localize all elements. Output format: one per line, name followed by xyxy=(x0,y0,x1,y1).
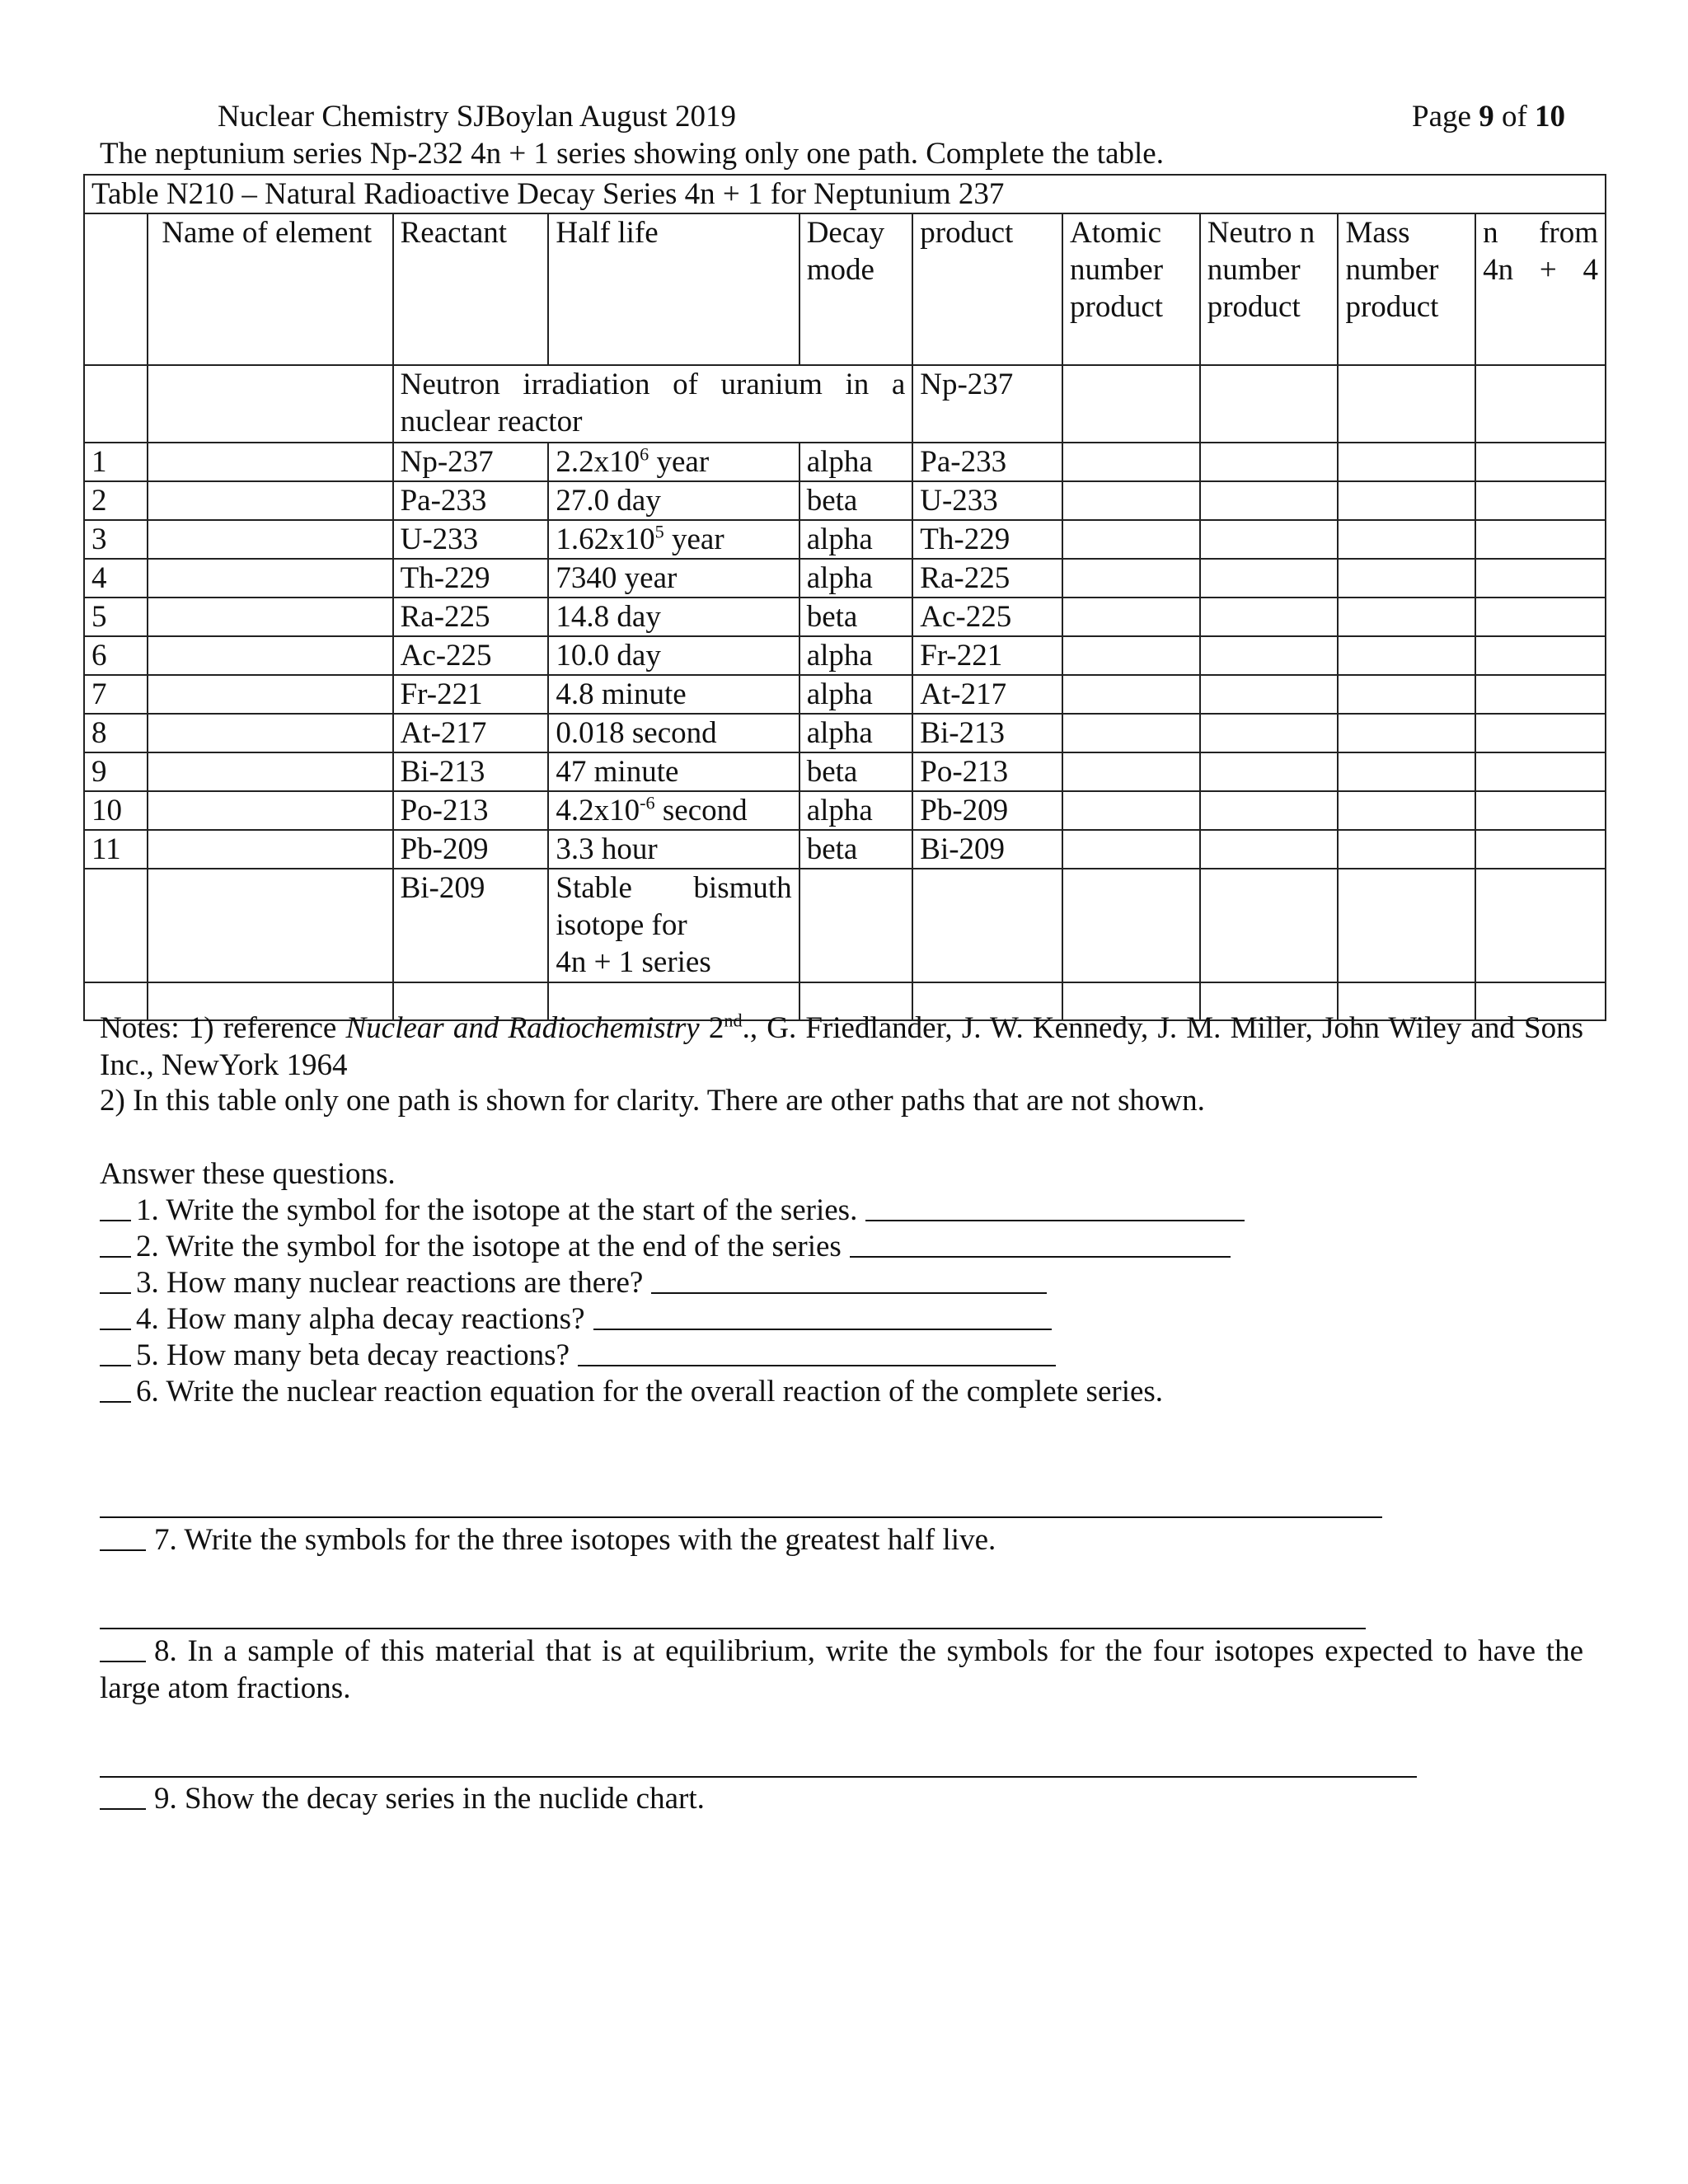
notes-clarity: 2) In this table only one path is shown for clarity. There are other paths that are not shown. xyxy=(100,1084,1205,1118)
row-number: 2 xyxy=(84,481,148,520)
row-number: 11 xyxy=(84,830,148,869)
answer-line xyxy=(100,1776,1417,1778)
row-number: 6 xyxy=(84,636,148,675)
table-row xyxy=(84,714,1606,752)
table-row xyxy=(84,791,1606,830)
question-4: 4. How many alpha decay reactions? xyxy=(100,1301,1052,1338)
product-cell: Ra-225 xyxy=(912,559,1062,598)
header-decay-mode: Decay mode xyxy=(799,213,913,365)
table-row xyxy=(84,636,1606,675)
product-cell: At-217 xyxy=(912,675,1062,714)
question-6: 6. Write the nuclear reaction equation for the overall reaction of the complete series. xyxy=(100,1374,1163,1410)
table-row xyxy=(84,520,1606,559)
reactant-cell: Pa-233 xyxy=(393,481,549,520)
question-1: 1. Write the symbol for the isotope at the start of the series. xyxy=(100,1193,1245,1229)
table-row xyxy=(84,559,1606,598)
reactant-cell: Np-237 xyxy=(393,443,549,481)
header-reactant: Reactant xyxy=(393,213,549,365)
reactant-cell: Pb-209 xyxy=(393,830,549,869)
answer-line xyxy=(100,1628,1366,1629)
answer-line xyxy=(578,1364,1056,1366)
answer-line xyxy=(850,1255,1231,1258)
product-cell: Pa-233 xyxy=(912,443,1062,481)
question-2: 2. Write the symbol for the isotope at the end of the series xyxy=(100,1229,1231,1265)
product-cell: Th-229 xyxy=(912,520,1062,559)
decay-mode-cell: alpha xyxy=(799,791,913,830)
header-product: product xyxy=(912,213,1062,365)
half-life-cell: 4.8 minute xyxy=(548,675,799,714)
answer-line xyxy=(651,1291,1047,1294)
reactant-cell: At-217 xyxy=(393,714,549,752)
header-atomic-number: Atomic number product xyxy=(1062,213,1200,365)
table-row xyxy=(84,598,1606,636)
table-row xyxy=(84,481,1606,520)
table-caption: Table N210 – Natural Radioactive Decay Series 4n + 1 for Neptunium 237 xyxy=(84,175,1606,213)
table-row xyxy=(84,869,1606,982)
table-row xyxy=(84,443,1606,481)
product-cell: Bi-213 xyxy=(912,714,1062,752)
half-life-cell: $1.62x10^5$ year xyxy=(548,520,799,559)
question-3: 3. How many nuclear reactions are there? xyxy=(100,1265,1047,1301)
reactant-cell: Ra-225 xyxy=(393,598,549,636)
question-5: 5. How many beta decay reactions? xyxy=(100,1338,1056,1374)
questions-heading: Answer these questions. xyxy=(100,1157,396,1191)
row-number: 1 xyxy=(84,443,148,481)
product-cell: Po-213 xyxy=(912,752,1062,791)
reactant-cell: U-233 xyxy=(393,520,549,559)
product-cell: Pb-209 xyxy=(912,791,1062,830)
decay-mode-cell: beta xyxy=(799,752,913,791)
table-row xyxy=(84,830,1606,869)
decay-mode-cell: alpha xyxy=(799,675,913,714)
answer-line xyxy=(100,1516,1382,1518)
reactant-cell: Po-213 xyxy=(393,791,549,830)
decay-series-table xyxy=(83,174,1606,1021)
intro-text: The neptunium series Np-232 4n + 1 series showing only one path. Complete the table. xyxy=(100,137,1164,171)
row-number: 10 xyxy=(84,791,148,830)
reactant-cell: Fr-221 xyxy=(393,675,549,714)
source-cell: Neutron irradiation of uranium in a nuclear reactor xyxy=(393,365,913,443)
half-life-cell: 3.3 hour xyxy=(548,830,799,869)
row-number: 3 xyxy=(84,520,148,559)
question-8: 8. In a sample of this material that is at equilibrium, write the symbols for the four isotopes expected to have the large atom fractions. xyxy=(100,1634,1583,1705)
half-life-cell: 7340 year xyxy=(548,559,799,598)
table-header-row xyxy=(84,213,1606,365)
product-cell: Fr-221 xyxy=(912,636,1062,675)
row-number: 7 xyxy=(84,675,148,714)
document-header: Nuclear Chemistry SJBoylan August 2019 xyxy=(218,100,736,134)
product-cell: Ac-225 xyxy=(912,598,1062,636)
half-life-cell: 14.8 day xyxy=(548,598,799,636)
decay-mode-cell: alpha xyxy=(799,443,913,481)
row-number: 5 xyxy=(84,598,148,636)
half-life-cell: $2.2x10^6$ year xyxy=(548,443,799,481)
page-number: Page 9 of 10 xyxy=(1412,100,1566,134)
header-mass-number: Mass number product xyxy=(1338,213,1475,365)
half-life-cell: 47 minute xyxy=(548,752,799,791)
decay-mode-cell: beta xyxy=(799,598,913,636)
decay-mode-cell: alpha xyxy=(799,559,913,598)
table-row xyxy=(84,365,1606,443)
half-life-cell: 10.0 day xyxy=(548,636,799,675)
row-number: 9 xyxy=(84,752,148,791)
question-7: 7. Write the symbols for the three isotopes with the greatest half live. xyxy=(100,1522,996,1558)
reactant-cell: Bi-213 xyxy=(393,752,549,791)
half-life-cell: Stable bismuth isotope for 4n + 1 series xyxy=(548,869,799,982)
notes-reference: Notes: 1) reference Nuclear and Radiochemistry 2nd., G. Friedlander, J. W. Kennedy, J. M. Miller, John Wiley and Sons Inc., NewYork 1964 xyxy=(100,1010,1583,1082)
product-cell: Np-237 xyxy=(912,365,1062,443)
table-row xyxy=(84,675,1606,714)
reactant-cell: Ac-225 xyxy=(393,636,549,675)
header-neutron-number: Neutro n number product xyxy=(1200,213,1339,365)
reactant-cell: Bi-209 xyxy=(393,869,549,982)
table-row xyxy=(84,752,1606,791)
product-cell: Bi-209 xyxy=(912,830,1062,869)
decay-mode-cell: beta xyxy=(799,830,913,869)
half-life-cell: 27.0 day xyxy=(548,481,799,520)
header-name-of-element: Name of element xyxy=(148,213,392,365)
product-cell: U-233 xyxy=(912,481,1062,520)
header-half-life: Half life xyxy=(548,213,799,365)
half-life-cell: 0.018 second xyxy=(548,714,799,752)
decay-mode-cell: beta xyxy=(799,481,913,520)
half-life-cell: $4.2x10^{-6}$ second xyxy=(548,791,799,830)
row-number: 8 xyxy=(84,714,148,752)
answer-line xyxy=(593,1328,1052,1330)
decay-mode-cell: alpha xyxy=(799,636,913,675)
question-9: 9. Show the decay series in the nuclide chart. xyxy=(100,1781,705,1817)
decay-mode-cell: alpha xyxy=(799,520,913,559)
answer-line xyxy=(865,1219,1245,1221)
row-number: 4 xyxy=(84,559,148,598)
header-n-from: n from 4n + 4 xyxy=(1475,213,1606,365)
reactant-cell: Th-229 xyxy=(393,559,549,598)
decay-mode-cell: alpha xyxy=(799,714,913,752)
